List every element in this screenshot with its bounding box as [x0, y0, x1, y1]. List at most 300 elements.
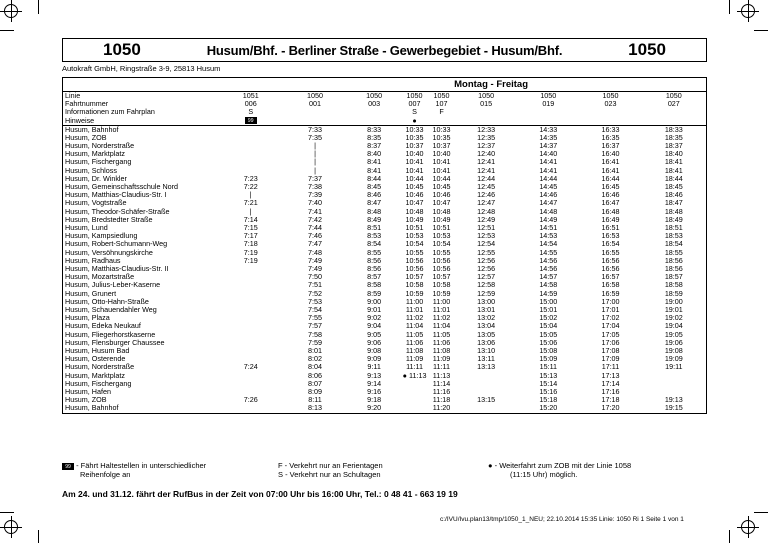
crop-mark-bottom-left	[0, 516, 22, 538]
departure-time: 15:04	[539, 322, 558, 331]
departure-time: 8:35	[367, 133, 382, 142]
trip-info: F	[439, 108, 444, 117]
trip-fahrt: 007	[408, 100, 421, 109]
cut-line	[38, 530, 39, 543]
departure-time: 7:50	[308, 273, 322, 282]
departure-time	[219, 142, 283, 150]
departure-time: 18:35	[664, 133, 683, 142]
header-label: Hinweise	[63, 117, 219, 126]
departure-time: 19:06	[664, 338, 683, 347]
departure-time: 19:02	[664, 314, 683, 323]
trip-fahrt: 001	[309, 100, 321, 109]
departure-time: 16:33	[601, 125, 620, 134]
departure-time: 14:56	[539, 265, 558, 274]
departure-time: 12:54	[477, 240, 496, 249]
departure-time: 10:55	[432, 248, 451, 257]
departure-time: 15:01	[539, 306, 558, 315]
legend-hint-line1: - Fährt Haltestellen in unterschiedlicher	[76, 461, 207, 470]
departure-time: 7:59	[308, 338, 322, 347]
departure-time: 15:02	[539, 314, 558, 323]
departure-time: 10:59	[405, 289, 424, 298]
departure-time: 19:11	[665, 363, 683, 372]
route-number-left: 1050	[103, 40, 141, 59]
departure-time	[455, 388, 517, 396]
stop-row	[63, 125, 706, 134]
departure-time: 19:00	[664, 297, 683, 306]
stop-row	[63, 273, 706, 281]
departure-time: 10:54	[405, 240, 424, 249]
departure-time: 16:47	[601, 199, 620, 208]
departure-time: 11:02	[405, 314, 424, 323]
trip-linie: 1050	[433, 92, 450, 101]
departure-time: 14:41	[539, 158, 558, 167]
cut-line	[0, 512, 14, 513]
departure-time: 12:57	[477, 273, 496, 282]
departure-time: 14:53	[539, 232, 558, 241]
departure-time: 18:47	[664, 199, 683, 208]
departure-time: 18:37	[664, 141, 683, 150]
trip-linie: 1050	[602, 92, 619, 101]
departure-time: 9:02	[367, 314, 382, 323]
departure-time: 18:58	[664, 281, 683, 290]
stop-name: Husum, Bredstedter Straße	[65, 215, 153, 224]
departure-time: 11:06	[432, 338, 451, 347]
departure-time: 10:40	[432, 150, 451, 159]
departure-time: 9:14	[367, 379, 382, 388]
trip-hinweis: ●	[401, 117, 428, 126]
departure-time: 10:49	[432, 215, 451, 224]
stop-row	[63, 134, 706, 142]
cut-line	[0, 30, 14, 31]
departure-time: 17:14	[601, 379, 620, 388]
departure-time: 13:13	[477, 363, 496, 372]
departure-time: 10:41	[405, 166, 424, 175]
departure-time: 7:39	[308, 191, 322, 200]
departure-time	[219, 355, 283, 363]
departure-time: 8:56	[367, 265, 382, 274]
departure-time	[219, 167, 283, 175]
departure-time: 14:48	[539, 207, 558, 216]
header-label: Fahrtnummer	[65, 100, 109, 109]
departure-time: 16:56	[601, 256, 620, 265]
departure-time: 10:44	[432, 174, 451, 183]
departure-time: 10:37	[432, 141, 451, 150]
stop-name: Husum, Schloss	[65, 166, 117, 175]
departure-time: 7:22	[243, 182, 258, 191]
stop-row	[63, 331, 706, 339]
departure-time: 10:51	[432, 224, 451, 232]
departure-time: 10:46	[432, 191, 451, 200]
departure-time: |	[314, 158, 316, 167]
departure-time: 8:11	[308, 396, 322, 405]
departure-time: 18:40	[664, 150, 683, 159]
departure-time: 11:16	[432, 388, 451, 397]
departure-time: 13:04	[477, 322, 496, 331]
departure-time: 12:40	[477, 150, 496, 159]
stop-name: Husum, Dr. Winkler	[65, 174, 127, 183]
departure-time: 16:40	[601, 150, 620, 159]
departure-time: 10:57	[432, 273, 451, 282]
departure-time: 12:37	[477, 141, 496, 150]
stop-name: Husum, Robert-Schumann-Weg	[65, 240, 168, 249]
timetable	[62, 77, 707, 414]
stop-name: Husum, Schauendahler Weg	[65, 306, 157, 315]
departure-time: 15:20	[539, 404, 558, 413]
departure-time: 18:45	[664, 182, 683, 191]
stop-row	[63, 281, 706, 289]
stop-row	[63, 298, 706, 306]
departure-time: 14:51	[539, 224, 558, 232]
stop-row	[63, 167, 706, 175]
departure-time: 7:40	[308, 199, 322, 208]
departure-time: 15:09	[539, 355, 558, 364]
stop-name: Husum, Mozartstraße	[65, 273, 135, 282]
page-header	[62, 38, 707, 62]
legend-dot-line2: (11:15 Uhr) möglich.	[510, 470, 578, 479]
legend-f: F - Verkehrt nur an Ferientagen	[278, 461, 383, 470]
departure-time: 9:18	[367, 396, 382, 405]
departure-time: 8:40	[367, 150, 382, 159]
departure-time: 11:18	[432, 396, 451, 405]
departure-time: 11:08	[405, 347, 424, 356]
departure-time: 7:46	[308, 232, 322, 241]
departure-time: 10:46	[405, 191, 424, 200]
departure-time: 15:00	[539, 297, 558, 306]
departure-time	[219, 150, 283, 158]
departure-time: 17:06	[601, 338, 620, 347]
departure-time: 10:56	[405, 256, 424, 265]
departure-time: 7:18	[243, 240, 258, 249]
departure-time: 14:47	[539, 199, 558, 208]
trip-fahrt: 027	[667, 100, 680, 109]
departure-time: 8:01	[308, 347, 322, 356]
departure-time: 17:01	[601, 306, 620, 315]
departure-time	[219, 339, 283, 347]
departure-time: 10:41	[432, 166, 451, 175]
crop-mark-top-right	[737, 0, 759, 22]
departure-time: 10:55	[405, 248, 424, 257]
departure-time	[219, 404, 283, 412]
departure-time: 13:01	[477, 306, 496, 315]
departure-time: 14:56	[539, 256, 558, 265]
departure-time: 7:37	[308, 174, 322, 183]
departure-time: 19:05	[664, 330, 683, 339]
trip-info	[579, 108, 641, 116]
trip-info	[642, 108, 706, 116]
stop-name: Husum, Gemeinschaftsschule Nord	[65, 182, 179, 191]
hint-icon: 99	[62, 463, 74, 470]
stop-name: Husum, Hafen	[65, 388, 111, 397]
departure-time: |	[314, 166, 316, 175]
legend-dot-line1: ● - Weiterfahrt zum ZOB mit der Linie 1058	[488, 461, 632, 470]
departure-time: 10:54	[432, 240, 451, 249]
departure-time: 11:01	[405, 306, 424, 315]
departure-time: |	[314, 150, 316, 159]
departure-time: 17:08	[601, 347, 620, 356]
departure-time	[219, 380, 283, 388]
departure-time: 18:44	[664, 174, 683, 183]
departure-time: 10:35	[405, 133, 424, 142]
trip-info	[283, 108, 347, 116]
departure-time: 14:41	[539, 166, 558, 175]
departure-time: 14:55	[539, 248, 558, 257]
stop-row	[63, 249, 706, 257]
stop-name: Husum, Radhaus	[65, 256, 121, 265]
departure-time: 12:56	[477, 256, 496, 265]
hint-icon: 99	[245, 117, 257, 124]
departure-time: 18:49	[664, 215, 683, 224]
departure-time: 10:57	[405, 273, 424, 282]
departure-time: 12:41	[477, 158, 496, 167]
stop-row	[63, 347, 706, 355]
trip-linie: 1050	[665, 92, 682, 101]
stop-name: Husum, ZOB	[65, 396, 107, 405]
stop-name: Husum, Husum Bad	[65, 347, 130, 356]
departure-time: 16:51	[601, 224, 620, 232]
departure-time: 10:51	[405, 224, 424, 232]
departure-time	[219, 322, 283, 330]
day-label: Montag - Freitag	[63, 78, 706, 92]
departure-time: 18:46	[664, 191, 683, 200]
stop-name: Husum, Marktplatz	[65, 371, 125, 380]
stop-row	[63, 355, 706, 363]
departure-time: 10:44	[405, 174, 424, 183]
trip-info	[517, 108, 579, 116]
departure-time: 10:48	[432, 207, 451, 216]
departure-time: 9:01	[367, 306, 382, 315]
stop-row	[63, 142, 706, 150]
trip-linie: 1050	[478, 92, 495, 101]
departure-time: 9:11	[367, 363, 381, 372]
departure-time: 7:23	[243, 174, 258, 183]
hint-icon-cell	[219, 117, 283, 126]
departure-time: 12:53	[477, 232, 496, 241]
departure-time: 17:00	[601, 297, 620, 306]
departure-time: 8:44	[367, 174, 382, 183]
departure-time: 7:49	[308, 256, 322, 265]
header-row-info	[63, 108, 706, 116]
departure-time: 8:09	[308, 388, 322, 397]
departure-time: 18:53	[664, 232, 683, 241]
departure-time: 13:00	[477, 297, 496, 306]
departure-time: 17:13	[601, 371, 620, 380]
departure-time: 7:24	[243, 363, 258, 372]
departure-time: 10:59	[432, 289, 451, 298]
departure-time: 7:41	[308, 207, 322, 216]
departure-time: 11:13	[432, 371, 451, 380]
departure-time: 8:41	[367, 158, 382, 167]
departure-time: 8:48	[367, 207, 382, 216]
departure-time	[219, 158, 283, 166]
departure-time: 18:56	[664, 256, 683, 265]
departure-time: 7:35	[308, 133, 322, 142]
trip-hinweis	[579, 117, 641, 126]
departure-time: 10:58	[432, 281, 451, 290]
departure-time: 13:11	[477, 355, 495, 364]
departure-time: 19:01	[664, 306, 683, 315]
departure-time: 10:41	[432, 158, 451, 167]
departure-time: 19:04	[664, 322, 683, 331]
departure-time: 18:33	[664, 125, 683, 134]
departure-time: 7:15	[243, 224, 258, 232]
departure-time	[455, 372, 517, 380]
trip-fahrt: 107	[435, 100, 448, 109]
departure-time: 14:33	[539, 125, 558, 134]
stop-row	[63, 224, 706, 232]
departure-time: 16:41	[601, 166, 620, 175]
departure-time	[642, 372, 706, 380]
departure-time: 7:17	[243, 232, 258, 241]
stop-row	[63, 191, 706, 199]
departure-time: 13:06	[477, 338, 496, 347]
departure-time: 14:37	[539, 141, 558, 150]
departure-time: 14:35	[539, 133, 558, 142]
departure-time: 7:19	[243, 248, 258, 257]
stop-row	[63, 339, 706, 347]
departure-time: 9:20	[367, 404, 382, 413]
departure-time: 9:00	[367, 297, 382, 306]
departure-time: 7:51	[308, 281, 322, 290]
departure-time	[219, 125, 283, 134]
stop-name: Husum, Lund	[65, 224, 108, 232]
departure-time: |	[314, 141, 316, 150]
departure-time: 12:41	[477, 166, 496, 175]
departure-time: 9:13	[367, 371, 382, 380]
departure-time: 15:05	[539, 330, 558, 339]
departure-time: 10:33	[432, 125, 451, 134]
departure-time	[401, 388, 428, 396]
stop-name: Husum, Versöhnungskirche	[65, 248, 153, 257]
departure-time: 16:53	[601, 232, 620, 241]
departure-time: 15:16	[539, 388, 558, 397]
departure-time: 17:11	[601, 363, 620, 372]
stop-row	[63, 396, 706, 404]
stop-row	[63, 158, 706, 166]
stop-name: Husum, Matthias-Claudius-Str. I	[65, 191, 167, 200]
route-number-right: 1050	[628, 40, 666, 59]
departure-time: 8:59	[367, 289, 382, 298]
file-info: c:/IVU/Ivu.plan13/tmp/1050_1_NEU; 22.10.2014 15:35 Linie: 1050 Ri 1 Seite 1 von 1	[440, 516, 684, 523]
stop-name: Husum, Kampsiedlung	[65, 232, 138, 241]
departure-time: 13:02	[477, 314, 496, 323]
departure-time: 7:38	[308, 182, 322, 191]
departure-time: 18:41	[664, 158, 683, 167]
header-label: Informationen zum Fahrplan	[65, 108, 155, 117]
stop-row	[63, 175, 706, 183]
departure-time: 18:56	[664, 265, 683, 274]
stop-name: Husum, Marktplatz	[65, 150, 125, 159]
legend-dot	[488, 461, 631, 479]
departure-time: 13:15	[477, 396, 496, 405]
departure-time: 7:58	[308, 330, 322, 339]
departure-time	[219, 290, 283, 298]
stop-name: Husum, Osterende	[65, 355, 126, 364]
departure-time: |	[249, 191, 252, 200]
departure-time: 15:11	[539, 363, 558, 372]
departure-time: 8:04	[308, 363, 322, 372]
departure-time	[219, 372, 283, 380]
cut-line	[38, 0, 39, 14]
departure-time: 10:58	[405, 281, 424, 290]
route-title: Husum/Bhf. - Berliner Straße - Gewerbegebiet - Husum/Bhf.	[206, 42, 563, 58]
departure-time: 17:09	[601, 355, 620, 364]
departure-time: 10:49	[405, 215, 424, 224]
departure-time: 8:58	[367, 281, 382, 290]
trip-linie: 1050	[307, 92, 323, 101]
departure-time: 11:00	[405, 297, 424, 306]
stop-name: Husum, Plaza	[65, 314, 110, 323]
departure-time: 9:05	[367, 330, 382, 339]
departure-time: 12:35	[477, 133, 496, 142]
departure-time: 9:06	[367, 338, 382, 347]
stop-name: Husum, Fischergang	[65, 379, 132, 388]
departure-time: 10:53	[432, 232, 451, 241]
stop-name: Husum, Edeka Neukauf	[65, 322, 141, 331]
departure-time: 8:47	[367, 199, 382, 208]
departure-time: 19:15	[664, 404, 683, 413]
departure-time: 7:44	[308, 224, 322, 232]
departure-time: 11:05	[405, 330, 424, 339]
trip-info: S	[412, 108, 417, 117]
departure-time: 19:13	[664, 396, 683, 405]
departure-time: 10:47	[432, 199, 451, 208]
departure-time: 12:55	[477, 248, 496, 257]
crop-mark-bottom-right	[737, 516, 759, 538]
stop-name: Husum, Norderstraße	[65, 363, 135, 372]
departure-time: 14:40	[539, 150, 558, 159]
departure-time: 18:54	[664, 240, 683, 249]
departure-time: 12:58	[477, 281, 496, 290]
stop-name: Husum, Flensburger Chaussee	[65, 338, 165, 347]
stop-name: Husum, Norderstraße	[65, 141, 135, 150]
trip-linie: 1050	[540, 92, 557, 101]
departure-time: 10:41	[405, 158, 424, 167]
departure-time: 8:06	[308, 371, 322, 380]
departure-time: 9:08	[367, 347, 382, 356]
departure-time: 16:44	[601, 174, 620, 183]
departure-time: 11:20	[432, 404, 451, 413]
header-row-hinweis	[63, 117, 706, 126]
departure-time: 12:51	[477, 224, 496, 232]
departure-time: 15:06	[539, 338, 558, 347]
departure-time: 17:05	[601, 330, 620, 339]
departure-time: 10:53	[405, 232, 424, 241]
departure-time: 10:33	[405, 125, 424, 134]
departure-time: 7:54	[308, 306, 322, 315]
departure-time: 10:45	[432, 182, 451, 191]
trip-info	[455, 108, 517, 116]
departure-time: 7:57	[308, 322, 322, 331]
stop-name: Husum, Bahnhof	[65, 125, 119, 134]
legend-s: S - Verkehrt nur an Schultagen	[278, 470, 381, 479]
departure-time: 18:59	[664, 289, 683, 298]
departure-time: 8:55	[367, 248, 382, 257]
departure-time: 16:46	[601, 191, 620, 200]
departure-time: 10:47	[405, 199, 424, 208]
departure-time: 16:45	[601, 182, 620, 191]
legend-fs	[278, 461, 383, 479]
departure-time: 7:33	[308, 125, 322, 134]
trip-fahrt: 019	[542, 100, 555, 109]
departure-time: 7:52	[308, 289, 322, 298]
departure-time: 16:55	[601, 248, 620, 257]
departure-time: 8:45	[367, 182, 382, 191]
departure-time: 12:48	[477, 207, 496, 216]
legend-hint-line2: Reihenfolge an	[80, 470, 131, 479]
departure-time: 12:44	[477, 174, 496, 183]
departure-time: 7:26	[243, 396, 258, 405]
departure-time: 16:37	[601, 141, 620, 150]
